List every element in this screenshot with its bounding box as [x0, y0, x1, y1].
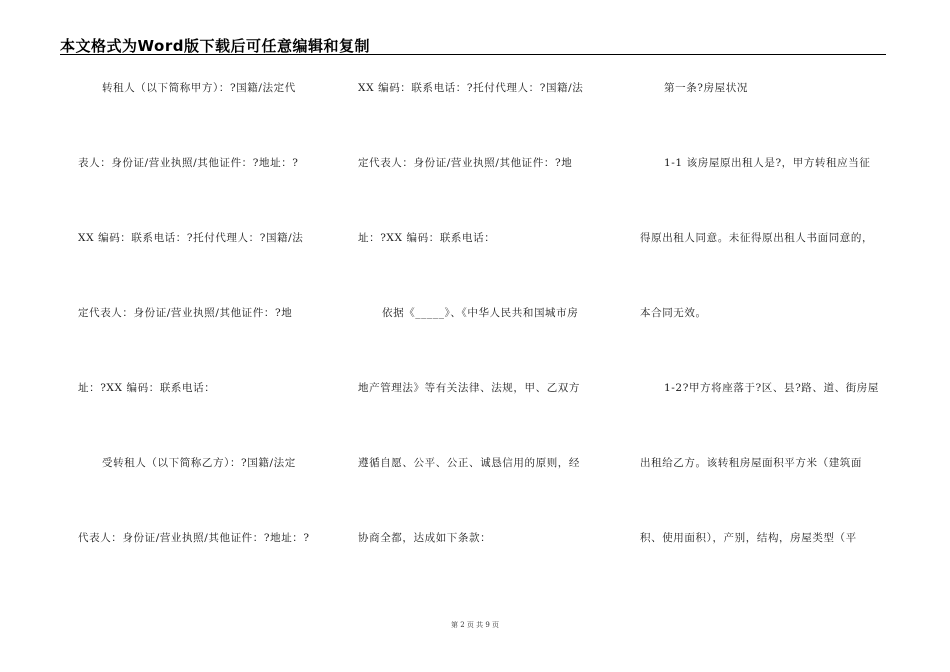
column-3-line-5: 1-2?甲方将座落于?区、县?路、道、街房屋 — [664, 382, 879, 394]
header-divider — [60, 54, 886, 55]
column-1-line-5: 址：?XX 编码：联系电话： — [78, 382, 216, 394]
column-1-line-6: 受转租人（以下简称乙方）：?国籍/法定 — [102, 457, 296, 469]
column-1-line-7: 代表人：身份证/营业执照/其他证件：?地址：? — [78, 532, 310, 544]
column-3-line-3: 得原出租人同意。未征得原出租人书面同意的， — [640, 232, 874, 244]
column-1-line-3: XX 编码：联系电话：?托付代理人：?国籍/法 — [78, 232, 304, 244]
column-2-line-4: 依据《_____》、《中华人民共和国城市房 — [382, 307, 579, 319]
column-2-line-3: 址：?XX 编码：联系电话： — [358, 232, 496, 244]
column-3-line-2: 1-1 该房屋原出租人是?，甲方转租应当征 — [664, 157, 871, 169]
column-1-line-1: 转租人（以下简称甲方）：?国籍/法定代 — [102, 82, 296, 94]
page-header-title: 本文格式为Word版下载后可任意编辑和复制 — [60, 37, 370, 55]
column-2-line-5: 地产管理法》等有关法律、法规，甲、乙双方 — [358, 382, 580, 394]
column-3-line-4: 本合同无效。 — [640, 307, 707, 319]
page-number-footer: 第 2 页 共 9 页 — [450, 621, 500, 629]
column-1-line-4: 定代表人：身份证/营业执照/其他证件：?地 — [78, 307, 293, 319]
column-1-line-2: 表人：身份证/营业执照/其他证件：?地址：? — [78, 157, 299, 169]
column-2-line-2: 定代表人：身份证/营业执照/其他证件：?地 — [358, 157, 573, 169]
column-2-line-6: 遵循自愿、公平、公正、诚恳信用的原则，经 — [358, 457, 580, 469]
column-2-line-7: 协商全都，达成如下条款： — [358, 532, 492, 544]
column-3-line-1: 第一条?房屋状况 — [664, 82, 748, 94]
column-3-line-7: 积、使用面积），产别，结构，房屋类型（平 — [640, 532, 857, 544]
column-2-line-1: XX 编码：联系电话：?托付代理人：?国籍/法 — [358, 82, 584, 94]
column-3-line-6: 出租给乙方。该转租房屋面积平方米（建筑面 — [640, 457, 862, 469]
